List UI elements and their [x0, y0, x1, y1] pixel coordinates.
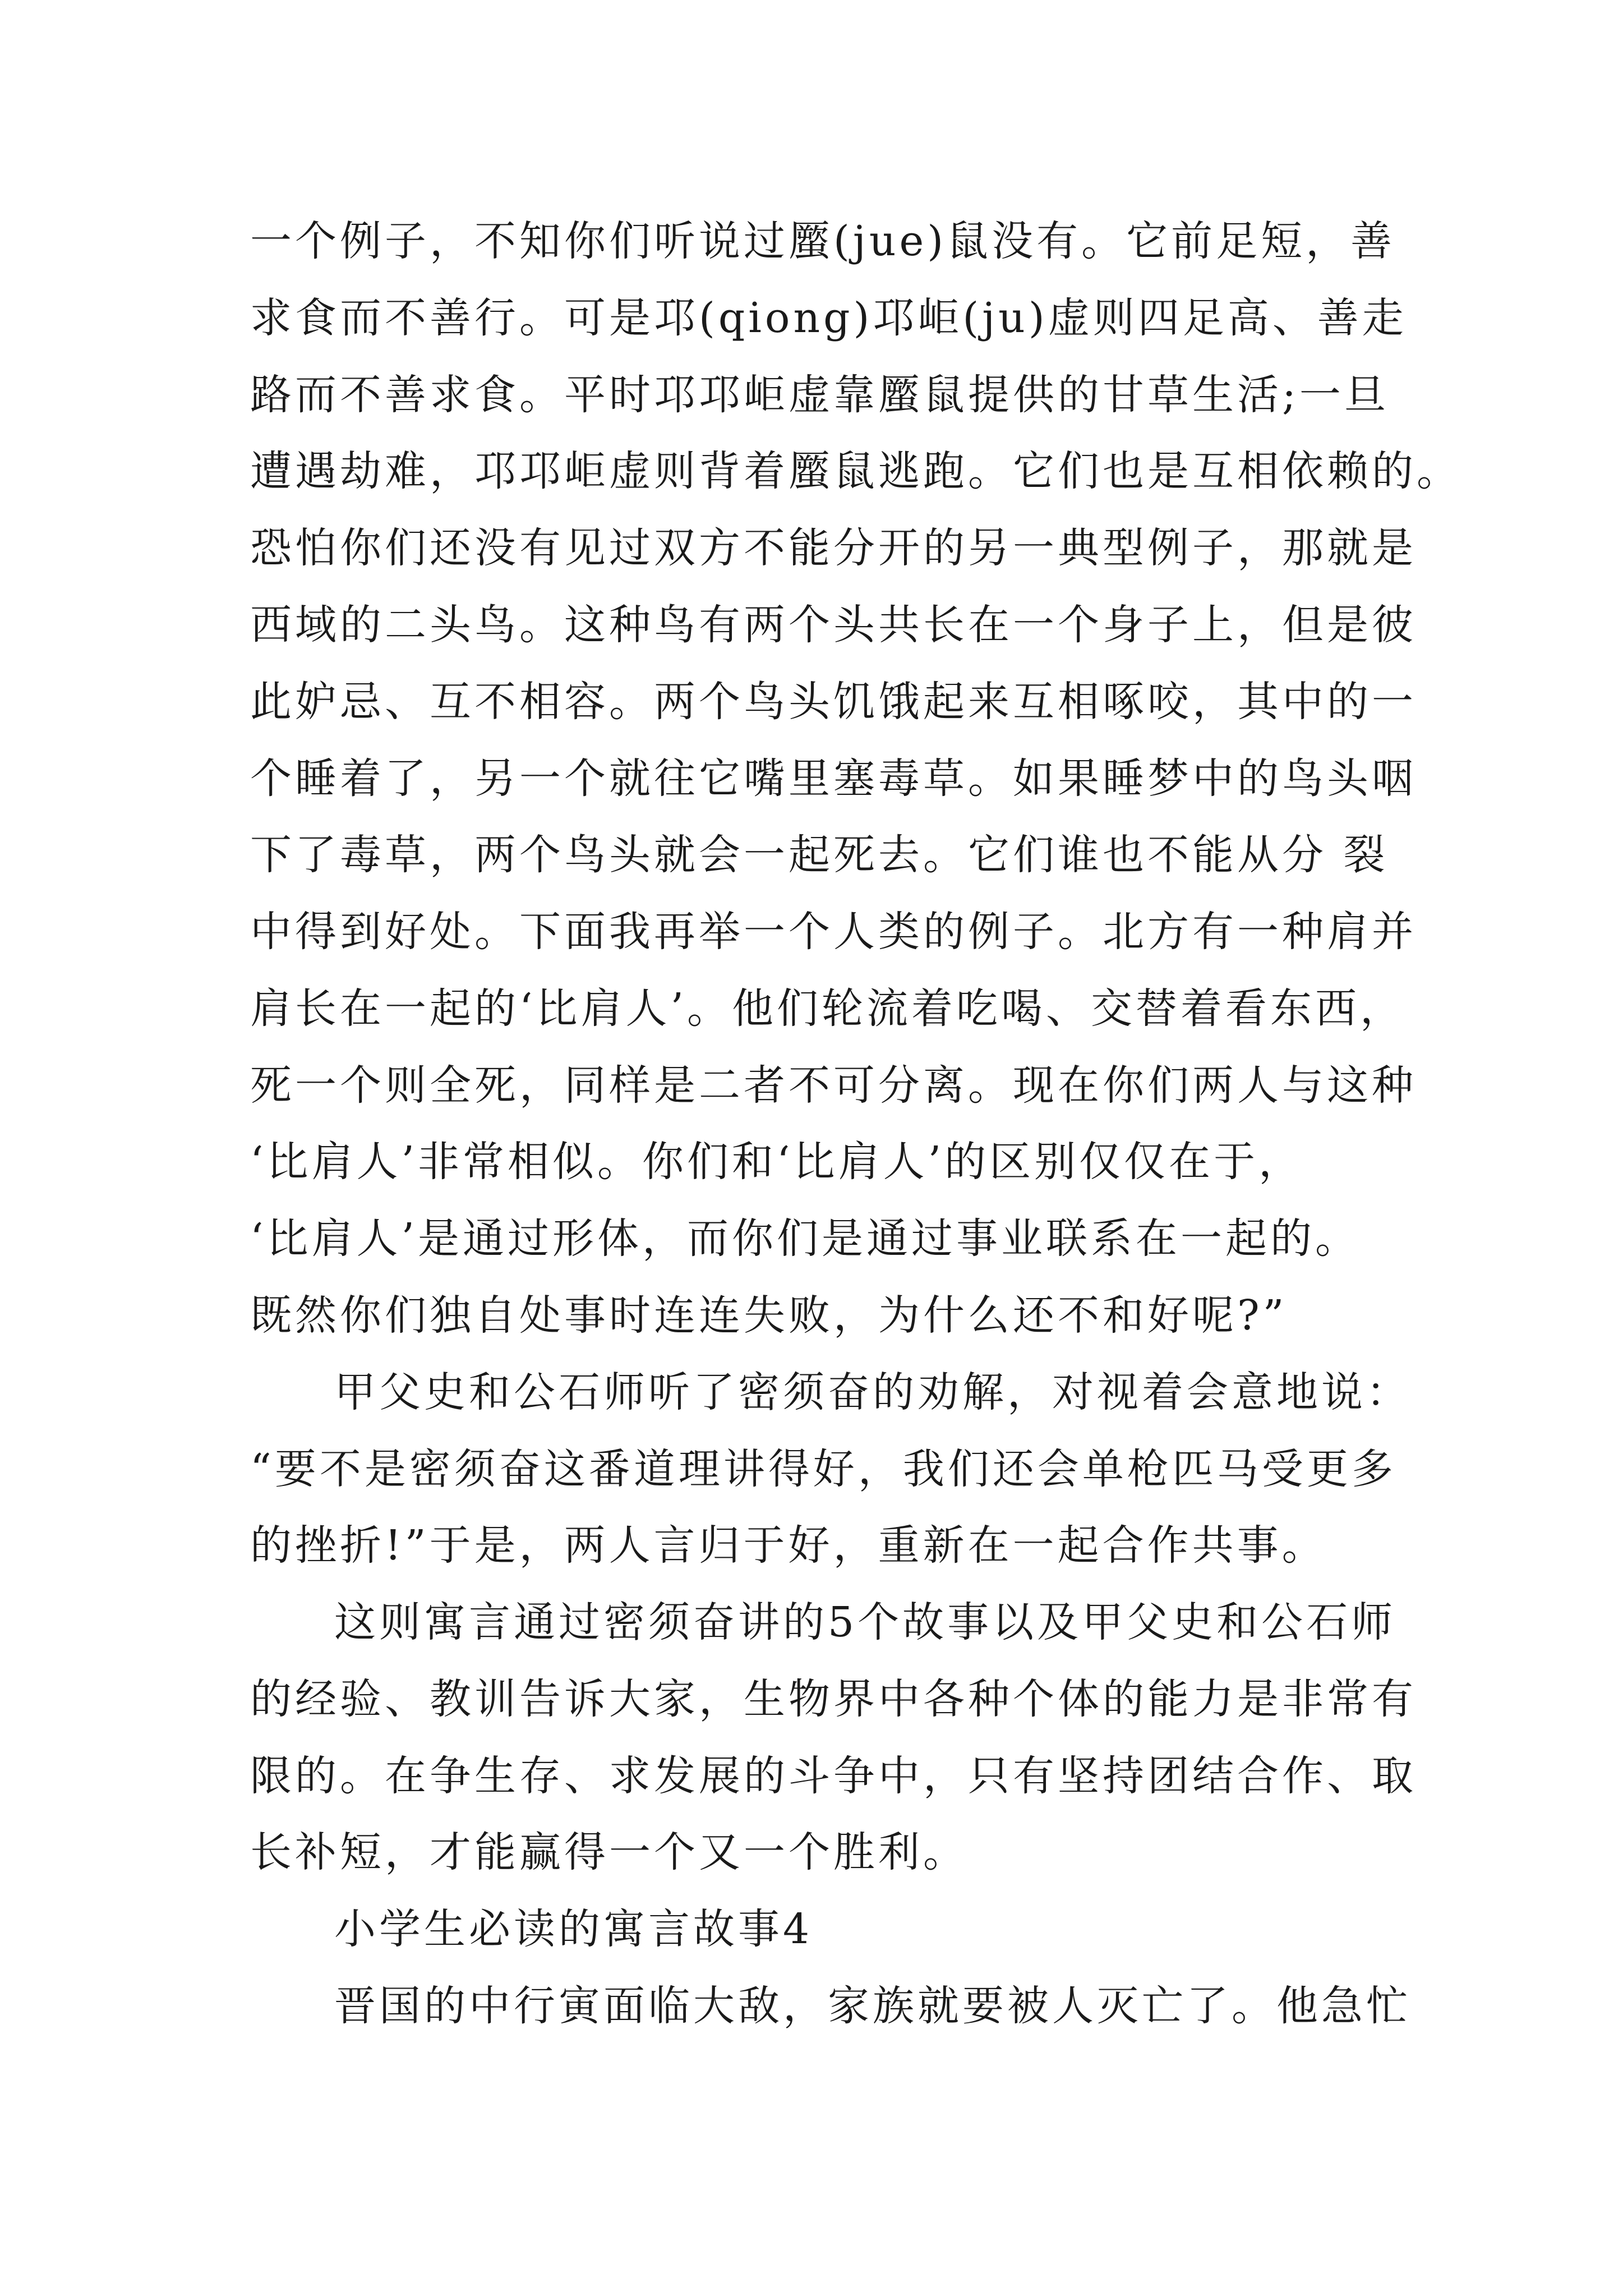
text-line: 路而不善求食。平时邛邛岠虚靠蟨鼠提供的甘草生活;一旦: [250, 371, 1389, 419]
text-line: 西域的二头鸟。这种鸟有两个头共长在一个身子上，但是彼: [250, 601, 1417, 649]
text-line: 死一个则全死，同样是二者不可分离。现在你们两人与这种: [250, 1061, 1417, 1110]
text-line: 限的。在争生存、求发展的斗争中，只有坚持团结合作、取: [250, 1752, 1417, 1800]
text-line: 恐怕你们还没有见过双方不能分开的另一典型例子，那就是: [250, 524, 1417, 572]
text-line: 晋国的中行寅面临大敌，家族就要被人灭亡了。他急忙: [334, 1982, 1411, 2030]
text-line: 此妒忌、互不相容。两个鸟头饥饿起来互相啄咬，其中的一: [250, 678, 1417, 726]
text-line: 肩长在一起的‘比肩人’。他们轮流着吃喝、交替着看东西，: [250, 984, 1405, 1033]
section-heading: 小学生必读的寓言故事4: [334, 1905, 813, 1953]
text-line: “要不是密须奋这番道理讲得好，我们还会单枪匹马受更多: [250, 1445, 1396, 1493]
text-line: 求食而不善行。可是邛(qiong)邛岠(ju)虚则四足高、善走: [250, 294, 1407, 342]
text-line: 甲父史和公石师听了密须奋的劝解，对视着会意地说：: [334, 1368, 1411, 1416]
text-line: 个睡着了，另一个就往它嘴里塞毒草。如果睡梦中的鸟头咽: [250, 754, 1417, 803]
text-line: 既然你们独自处事时连连失败，为什么还不和好呢?”: [250, 1291, 1288, 1340]
text-line: 一个例子，不知你们听说过蟨(jue)鼠没有。它前足短，善: [250, 217, 1396, 265]
text-line: 遭遇劫难，邛邛岠虚则背着蟨鼠逃跑。它们也是互相依赖的。: [250, 447, 1461, 495]
text-line: ‘比肩人’是通过形体，而你们是通过事业联系在一起的。: [250, 1214, 1361, 1263]
text-line: 的挫折!”于是，两人言归于好，重新在一起合作共事。: [250, 1521, 1327, 1570]
text-line: 中得到好处。下面我再举一个人类的例子。北方有一种肩并: [250, 908, 1417, 956]
text-line: 长补短，才能赢得一个又一个胜利。: [250, 1828, 968, 1876]
text-line: 这则寓言通过密须奋讲的5个故事以及甲父史和公石师: [334, 1598, 1396, 1646]
text-line: ‘比肩人’非常相似。你们和‘比肩人’的区别仅仅在于，: [250, 1138, 1304, 1186]
text-line: 的经验、教训告诉大家，生物界中各种个体的能力是非常有: [250, 1675, 1417, 1723]
text-line: 下了毒草，两个鸟头就会一起死去。它们谁也不能从分 裂: [250, 831, 1389, 879]
